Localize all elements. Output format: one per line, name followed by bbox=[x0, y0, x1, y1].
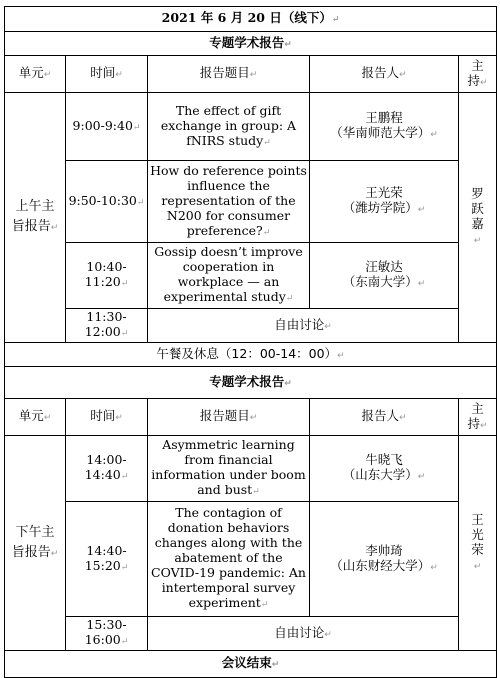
paragraph-mark: ↵ bbox=[480, 420, 488, 431]
col-header-topic bbox=[148, 56, 310, 93]
paragraph-mark: ↵ bbox=[120, 279, 129, 289]
col-header-speaker bbox=[310, 56, 459, 93]
afternoon-host-cell bbox=[459, 436, 497, 651]
free-discussion bbox=[148, 309, 459, 343]
col-header-speaker bbox=[310, 399, 459, 436]
talk-time-text: 14:40-15:20 bbox=[84, 542, 127, 573]
talk-topic bbox=[148, 436, 310, 502]
schedule-table bbox=[4, 6, 497, 678]
afternoon-host-name: 王光荣 bbox=[471, 511, 484, 557]
paragraph-mark: ↵ bbox=[480, 77, 488, 88]
paragraph-mark: ↵ bbox=[249, 413, 258, 423]
paragraph-mark: ↵ bbox=[115, 413, 123, 423]
talk-topic bbox=[148, 93, 310, 161]
paragraph-mark: ↵ bbox=[398, 413, 407, 423]
afternoon-talk-row bbox=[5, 502, 497, 617]
morning-host-cell bbox=[459, 93, 497, 343]
talk-topic bbox=[148, 243, 310, 309]
paragraph-mark: ↵ bbox=[473, 561, 482, 572]
col-header-topic-text: 报告题目 bbox=[199, 408, 250, 423]
paragraph-mark: ↵ bbox=[337, 350, 345, 361]
paragraph-mark: ↵ bbox=[324, 321, 332, 332]
col-header-unit bbox=[5, 56, 66, 93]
lunch-break-text: 午餐及休息（12：00-14：00） bbox=[156, 345, 338, 361]
col-header-time bbox=[66, 56, 148, 93]
afternoon-free-row bbox=[5, 617, 497, 651]
paragraph-mark: ↵ bbox=[132, 122, 141, 133]
morning-talk-row bbox=[5, 161, 497, 243]
talk-speaker bbox=[310, 161, 459, 243]
paragraph-mark: ↵ bbox=[120, 637, 129, 647]
paragraph-mark: ↵ bbox=[120, 329, 129, 339]
lunch-row bbox=[5, 343, 497, 367]
afternoon-unit-cell bbox=[5, 436, 66, 651]
paragraph-mark: ↵ bbox=[50, 223, 59, 233]
talk-speaker bbox=[310, 436, 459, 502]
lunch-break bbox=[5, 343, 497, 367]
speaker-name: 李帅琦 bbox=[365, 542, 403, 558]
end-row bbox=[5, 651, 497, 678]
col-header-time-text: 时间 bbox=[90, 408, 116, 423]
afternoon-section-title bbox=[5, 367, 497, 399]
free-discussion bbox=[148, 617, 459, 651]
speaker-name: 王光荣 bbox=[365, 185, 403, 200]
talk-time bbox=[66, 161, 148, 243]
col-header-host-text: 主持 bbox=[467, 400, 484, 431]
col-header-unit-text: 单元 bbox=[18, 408, 44, 423]
afternoon-section-title-text: 专题学术报告 bbox=[209, 373, 285, 389]
morning-section-title-text: 专题学术报告 bbox=[209, 34, 285, 50]
paragraph-mark: ↵ bbox=[430, 562, 438, 573]
speaker-name: 汪敏达 bbox=[365, 259, 403, 274]
morning-unit-label: 上午主旨报告 bbox=[11, 199, 55, 234]
paragraph-mark: ↵ bbox=[50, 548, 59, 559]
speaker-affiliation: （山东财经大学） bbox=[330, 557, 431, 573]
paragraph-mark: ↵ bbox=[120, 562, 129, 573]
date-title-text: 2021 年 6 月 20 日（线下） bbox=[161, 10, 332, 25]
paragraph-mark: ↵ bbox=[252, 487, 260, 497]
free-time bbox=[66, 309, 148, 343]
paragraph-mark: ↵ bbox=[430, 130, 438, 140]
paragraph-mark: ↵ bbox=[284, 39, 292, 50]
date-title-row bbox=[5, 7, 497, 32]
talk-time-text: 9:50-10:30 bbox=[68, 192, 137, 208]
speaker-affiliation: （华南师范大学） bbox=[330, 125, 431, 140]
paragraph-mark: ↵ bbox=[271, 660, 280, 670]
paragraph-mark: ↵ bbox=[324, 629, 332, 640]
afternoon-unit-label: 下午主旨报告 bbox=[11, 524, 55, 560]
talk-time-text: 10:40-11:20 bbox=[84, 259, 127, 289]
talk-time bbox=[66, 502, 148, 617]
col-header-unit bbox=[5, 399, 66, 436]
paragraph-mark: ↵ bbox=[285, 294, 294, 304]
paragraph-mark: ↵ bbox=[136, 197, 145, 208]
paragraph-mark: ↵ bbox=[398, 70, 407, 80]
speaker-affiliation: （东南大学） bbox=[342, 274, 418, 289]
paragraph-mark: ↵ bbox=[43, 70, 52, 80]
free-discussion-text: 自由讨论 bbox=[274, 624, 325, 640]
paragraph-mark: ↵ bbox=[249, 70, 258, 80]
free-time-text: 15:30-16:00 bbox=[84, 617, 127, 647]
talk-time bbox=[66, 243, 148, 309]
talk-topic-text: Gossip doesn’t improve cooperation in workplace — an experimental study bbox=[154, 244, 303, 304]
paragraph-mark: ↵ bbox=[331, 15, 340, 25]
afternoon-talk-row bbox=[5, 436, 497, 502]
talk-topic-text: Asymmetric learning from financial information under boom and bust bbox=[151, 437, 306, 497]
talk-speaker bbox=[310, 93, 459, 161]
free-discussion-text: 自由讨论 bbox=[274, 316, 325, 332]
meeting-end bbox=[5, 651, 497, 678]
talk-topic bbox=[148, 161, 310, 243]
col-header-speaker-text: 报告人 bbox=[361, 65, 399, 80]
talk-speaker bbox=[310, 243, 459, 309]
speaker-name: 牛晓飞 bbox=[365, 452, 403, 467]
morning-unit-cell bbox=[5, 93, 66, 343]
col-header-unit-text: 单元 bbox=[18, 65, 44, 80]
talk-speaker bbox=[310, 502, 459, 617]
col-header-topic-text: 报告题目 bbox=[199, 65, 250, 80]
morning-free-row bbox=[5, 309, 497, 343]
col-header-host bbox=[459, 56, 497, 93]
col-header-host bbox=[459, 399, 497, 436]
col-header-host-text: 主持 bbox=[467, 57, 484, 88]
morning-host-name: 罗跃嘉 bbox=[471, 186, 484, 231]
morning-header-row bbox=[5, 56, 497, 93]
col-header-time bbox=[66, 399, 148, 436]
speaker-affiliation: （山东大学） bbox=[342, 467, 418, 482]
afternoon-section-row bbox=[5, 367, 497, 399]
morning-talk-row bbox=[5, 93, 497, 161]
talk-topic-text: The effect of gift exchange in group: A fNIRS study bbox=[160, 102, 297, 148]
morning-section-title bbox=[5, 32, 497, 56]
date-title bbox=[5, 7, 497, 32]
paragraph-mark: ↵ bbox=[263, 137, 271, 148]
free-time bbox=[66, 617, 148, 651]
paragraph-mark: ↵ bbox=[115, 70, 123, 80]
morning-talk-row bbox=[5, 243, 497, 309]
free-time-text: 11:30-12:00 bbox=[84, 309, 127, 339]
paragraph-mark: ↵ bbox=[262, 227, 271, 238]
paragraph-mark: ↵ bbox=[473, 236, 482, 246]
col-header-time-text: 时间 bbox=[90, 65, 116, 80]
speaker-affiliation: （潍坊学院） bbox=[342, 200, 418, 215]
paragraph-mark: ↵ bbox=[417, 279, 426, 289]
paragraph-mark: ↵ bbox=[120, 472, 129, 482]
paragraph-mark: ↵ bbox=[417, 472, 426, 482]
talk-time bbox=[66, 93, 148, 161]
paragraph-mark: ↵ bbox=[417, 205, 426, 215]
col-header-topic bbox=[148, 399, 310, 436]
talk-topic-text: How do reference points influence the representation of the N200 for consumer preference? bbox=[150, 162, 307, 238]
paragraph-mark: ↵ bbox=[284, 378, 292, 389]
talk-time-text: 9:00-9:40 bbox=[72, 117, 133, 133]
talk-time bbox=[66, 436, 148, 502]
paragraph-mark: ↵ bbox=[260, 600, 269, 610]
col-header-speaker-text: 报告人 bbox=[361, 408, 399, 423]
talk-topic-text: The contagion of donation behaviors changes along with the abatement of the COVID-19 pandemic: An intertemporal survey experiment bbox=[151, 505, 306, 610]
talk-time-text: 14:00-14:40 bbox=[84, 452, 127, 482]
meeting-end-text: 会议结束 bbox=[221, 655, 272, 670]
morning-section-row bbox=[5, 32, 497, 56]
paragraph-mark: ↵ bbox=[43, 413, 52, 423]
speaker-name: 王鹏程 bbox=[365, 110, 403, 125]
talk-topic bbox=[148, 502, 310, 617]
afternoon-header-row bbox=[5, 399, 497, 436]
